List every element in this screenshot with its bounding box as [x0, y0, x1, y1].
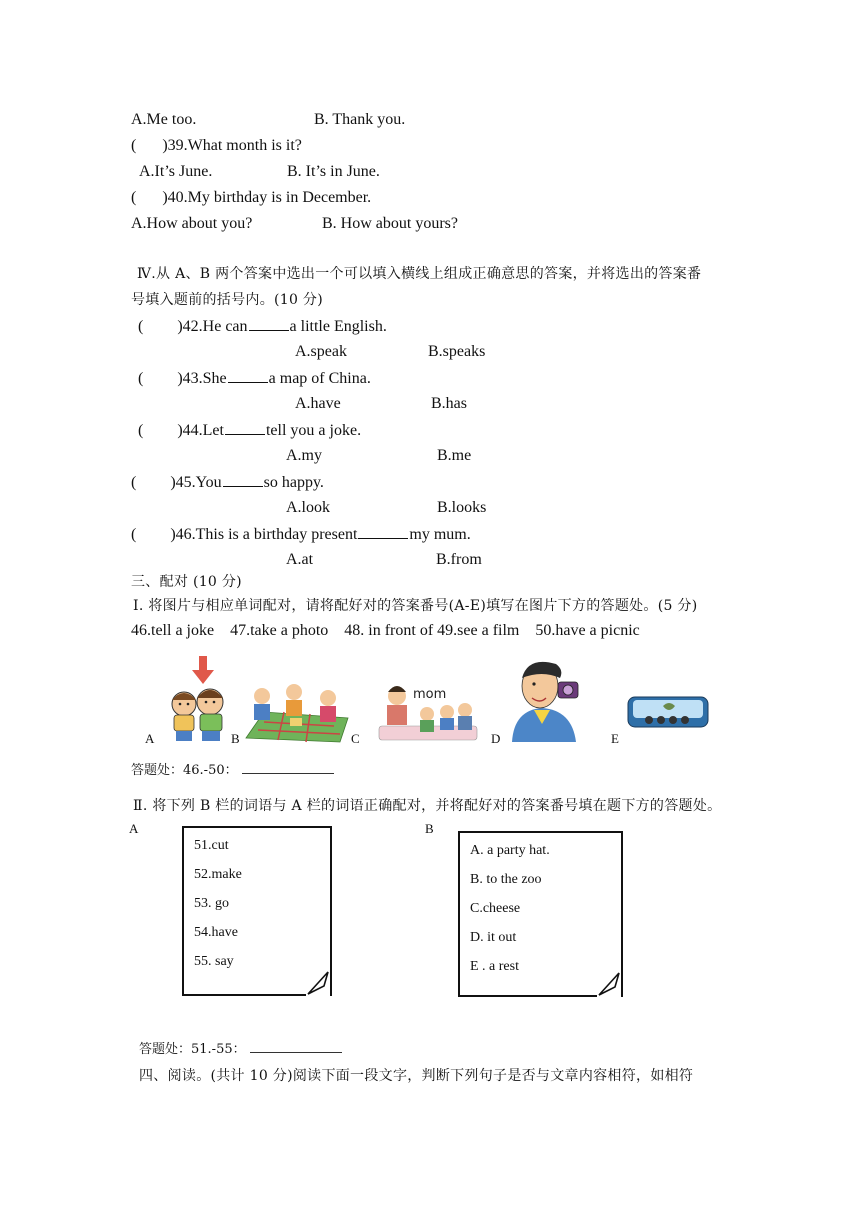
answer-paren-close: ) — [162, 189, 168, 206]
q42-option-b: B.speaks — [428, 343, 486, 360]
man-taking-photo-picture — [508, 656, 582, 742]
column-a-item: 54.have — [194, 925, 238, 940]
cinema-screen-picture — [627, 696, 709, 728]
q39-stem: 39.What month is it? — [167, 137, 302, 154]
answer-blank[interactable] — [242, 761, 334, 774]
blank-line — [228, 368, 268, 383]
column-a-item: 51.cut — [194, 838, 229, 853]
column-a-label: A — [129, 821, 139, 836]
q43-stem-pre: 43.She — [182, 370, 227, 387]
picture-label-e: E — [611, 731, 619, 746]
q43-line: ( )43.She a map of China. — [138, 370, 371, 387]
arrow-down-icon — [192, 656, 214, 684]
q39-option-b: B. It’s in June. — [287, 163, 380, 180]
column-b-item: A. a party hat. — [470, 843, 550, 858]
section4-instruction-line2: 号填入题前的括号内。(10 分) — [131, 292, 323, 308]
q46-line: ( )46.This is a birthday present my mum. — [131, 526, 471, 543]
q43-option-b: B.has — [431, 395, 467, 412]
picture-label-b: B — [231, 731, 240, 746]
q39-line — [131, 136, 302, 156]
two-boys-picture — [162, 654, 234, 744]
answer-paren-open: ( — [131, 137, 137, 154]
section4-instruction-line1: Ⅳ.从 A、B 两个答案中选出一个可以填入横线上组成正确意思的答案，并将选出的答案番 — [137, 266, 702, 282]
q40-stem: 40.My birthday is in December. — [167, 189, 372, 206]
q42-stem-post: a little English. — [289, 318, 387, 335]
answer-label: 答题处：51.-55： — [139, 1042, 246, 1057]
q46-stem-pre: 46.This is a birthday present — [175, 526, 358, 543]
picnic-picture — [244, 682, 352, 744]
column-b-item: C.cheese — [470, 901, 521, 916]
page-curl-icon — [306, 970, 332, 996]
q45-line: ( )45.You so happy. — [131, 474, 324, 491]
q46-stem-post: my mum. — [409, 526, 471, 543]
q40-option-a: A.How about you? — [131, 215, 253, 232]
q45-stem-pre: 45.You — [175, 474, 222, 491]
q44-option-a: A.my — [286, 447, 322, 464]
answer-paren-open: ( — [131, 189, 137, 206]
q46-option-b: B.from — [436, 551, 482, 568]
page-curl-icon — [597, 971, 623, 997]
blank-line — [249, 316, 289, 331]
answer-area-46-50 — [131, 759, 334, 778]
blank-line — [225, 420, 265, 435]
mom-photo-picture — [377, 682, 479, 744]
q44-stem-post: tell you a joke. — [265, 422, 362, 439]
q42-line: ( )42.He can a little English. — [138, 318, 387, 335]
q40-option-b: B. How about yours? — [322, 215, 458, 232]
column-a-item: 52.make — [194, 867, 242, 882]
column-a-item: 55. say — [194, 954, 234, 969]
q46-option-a: A.at — [286, 551, 314, 568]
q44-option-b: B.me — [437, 447, 472, 464]
column-b-item: D. it out — [470, 930, 517, 945]
column-b-label: B — [425, 821, 434, 836]
column-b-item: E . a rest — [470, 959, 519, 974]
q44-line: ( )44.Let tell you a joke. — [138, 422, 362, 439]
part3-sub2: Ⅱ. 将下列 B 栏的词语与 A 栏的词语正确配对，并将配好对的答案番号填在题下方的答题处。 — [133, 798, 722, 814]
column-b-item: B. to the zoo — [470, 872, 542, 887]
answer-area-51-55 — [139, 1038, 342, 1057]
part3-title: 三、配对 (10 分) — [131, 574, 242, 590]
blank-line — [223, 472, 263, 487]
answer-label: 答题处：46.-50： — [131, 763, 238, 778]
part4-instruction: 四、阅读。(共计 10 分)阅读下面一段文字，判断下列句子是否与文章内容相符，如相符 — [139, 1068, 694, 1084]
column-a-item: 53. go — [194, 896, 229, 911]
q45-stem-post: so happy. — [263, 474, 324, 491]
blank-line — [358, 524, 408, 539]
picture-label-a: A — [145, 731, 155, 746]
q38-option-b: B. Thank you. — [314, 111, 406, 128]
q42-stem-pre: 42.He can — [182, 318, 248, 335]
q38-option-a: A.Me too. — [131, 111, 197, 128]
q42-option-a: A.speak — [295, 343, 347, 360]
q44-stem-pre: 44.Let — [182, 422, 224, 439]
matching-words: 46.tell a joke 47.take a photo 48. in front of 49.see a film 50.have a picnic — [131, 622, 640, 639]
answer-blank[interactable] — [250, 1040, 342, 1053]
picture-label-c: C — [351, 731, 360, 746]
q40-line — [131, 188, 371, 208]
answer-paren-close: ) — [162, 137, 168, 154]
q43-stem-post: a map of China. — [268, 370, 371, 387]
q43-option-a: A.have — [295, 395, 341, 412]
part3-sub1: Ⅰ. 将图片与相应单词配对，请将配好对的答案番号(A-E)填写在图片下方的答题处。(5 分) — [133, 598, 698, 614]
q45-option-b: B.looks — [437, 499, 487, 516]
picture-label-d: D — [491, 731, 501, 746]
q45-option-a: A.look — [286, 499, 330, 516]
q39-option-a: A.It’s June. — [139, 163, 213, 180]
mom-label: mom — [413, 687, 447, 702]
